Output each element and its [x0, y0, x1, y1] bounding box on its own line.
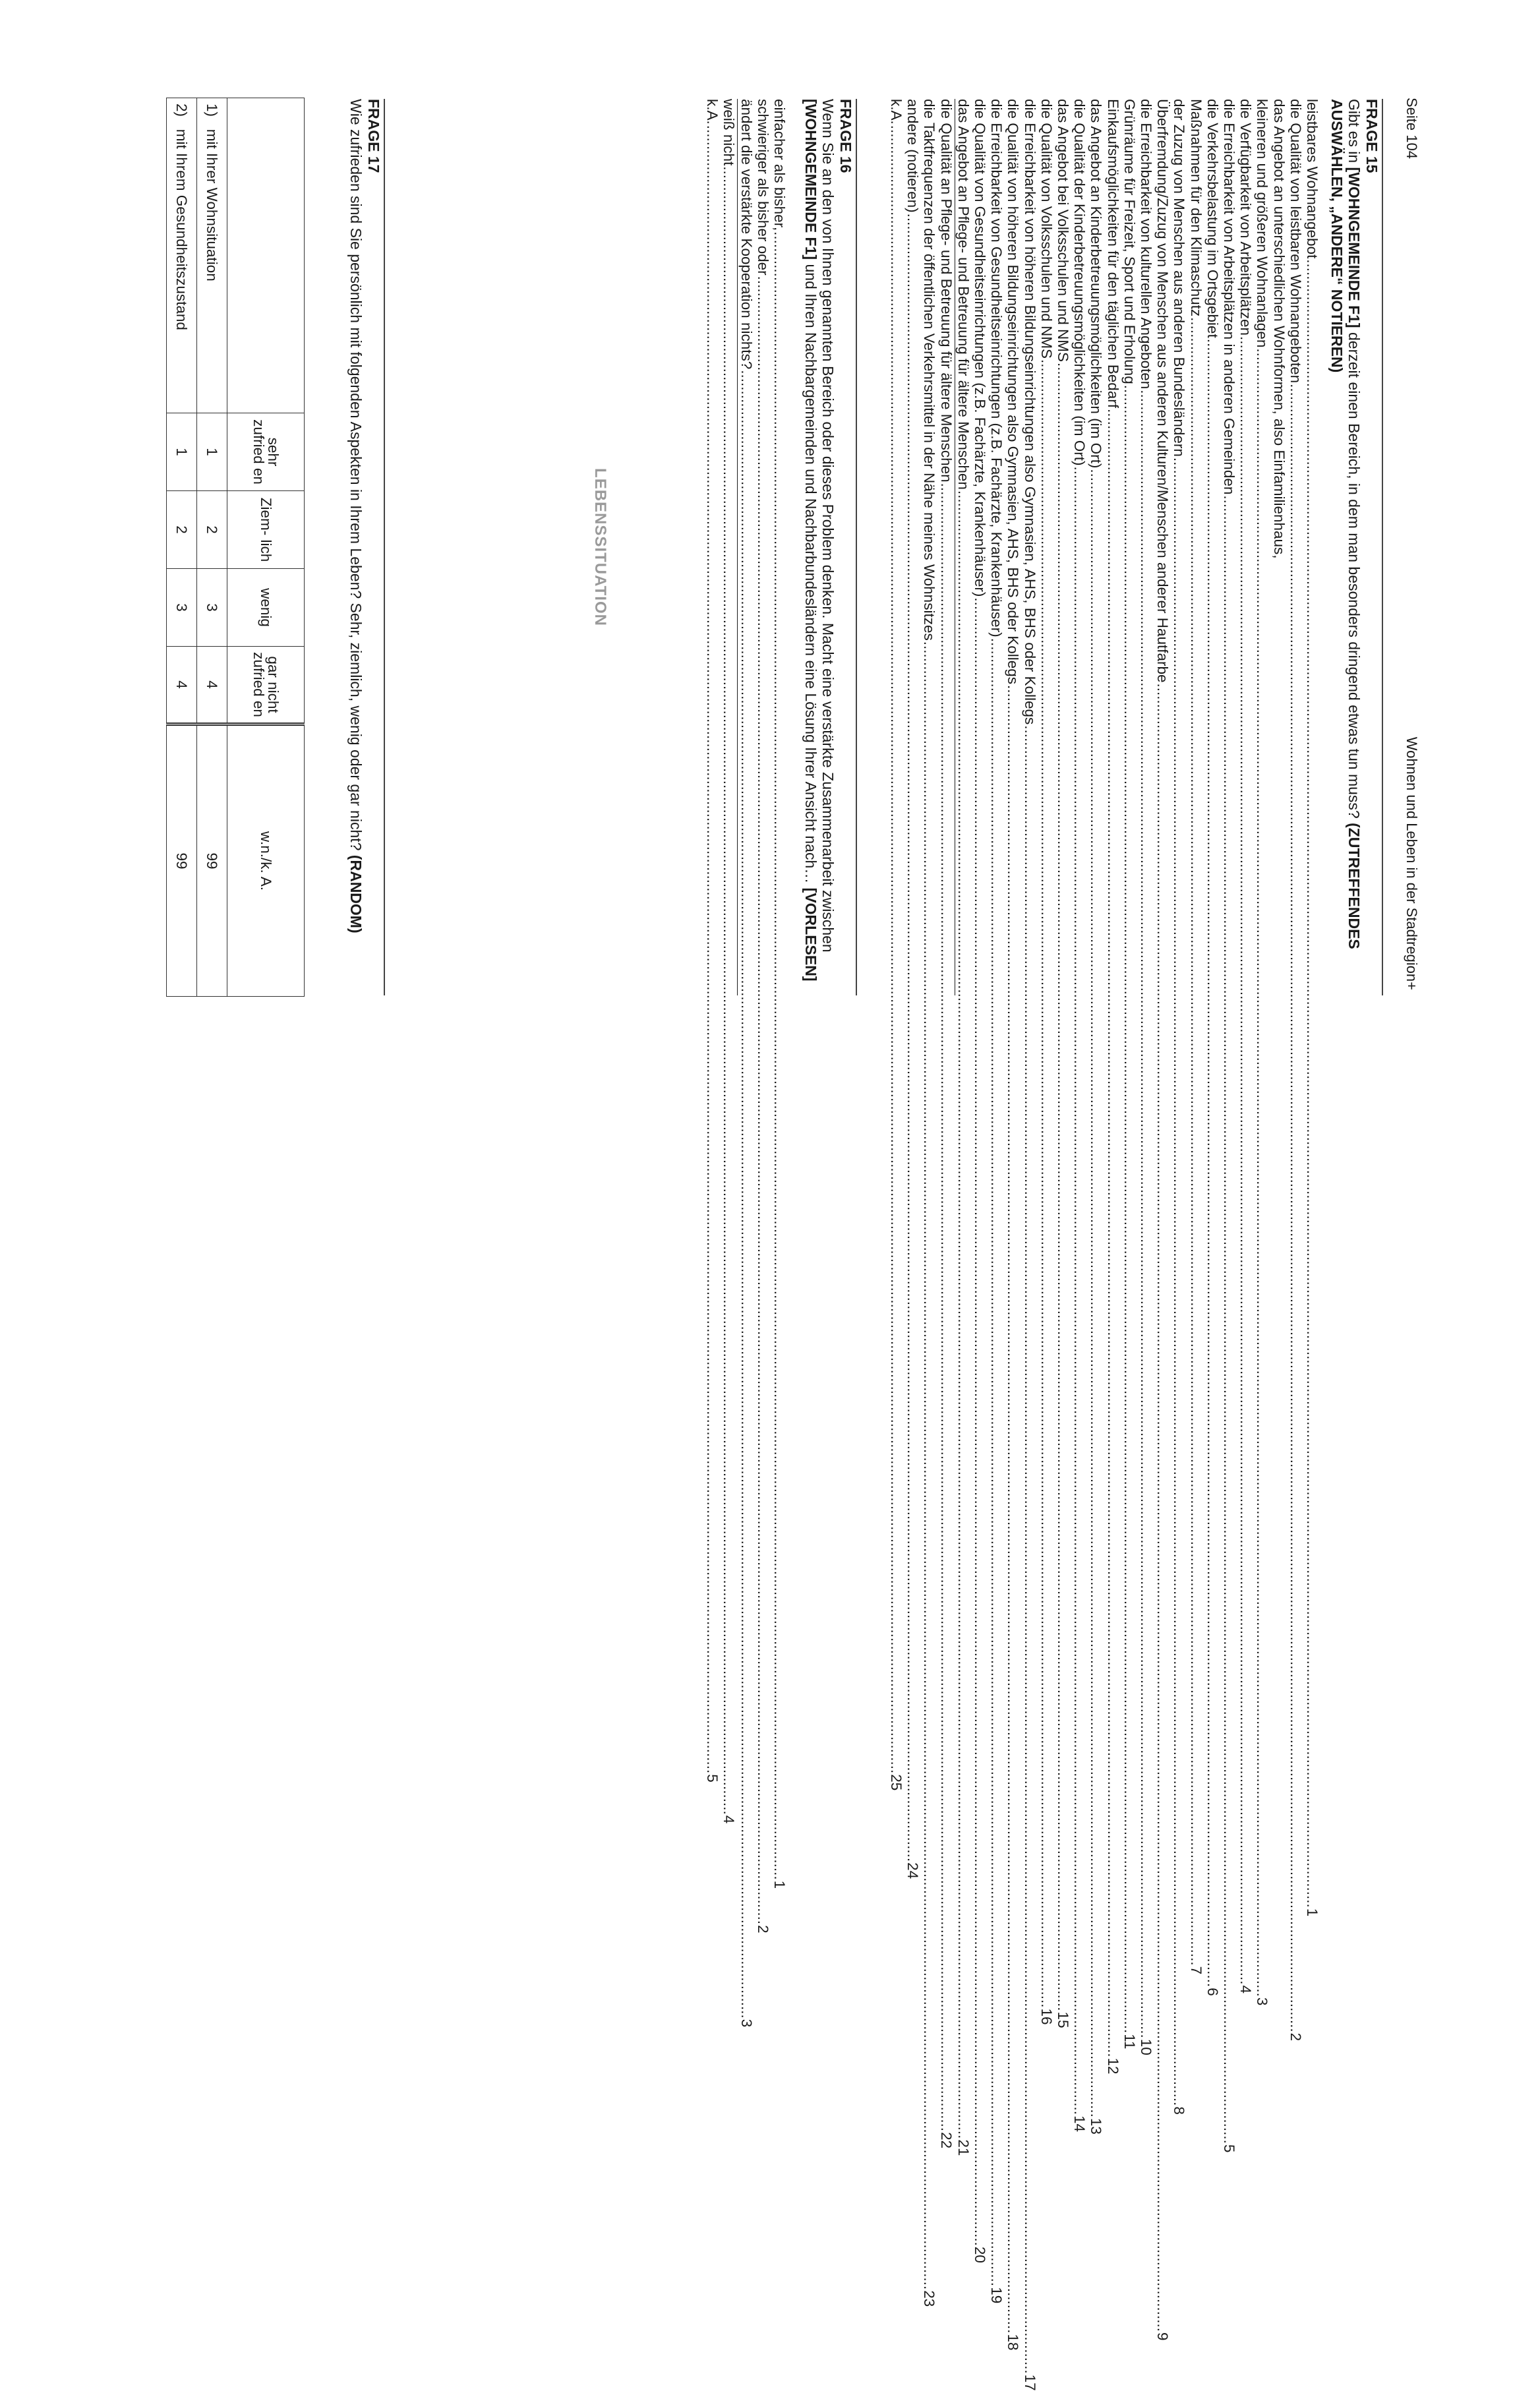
option-label: Grünräume für Freizeit, Sport und Erholung — [1121, 99, 1138, 384]
option-code: 24 — [904, 1862, 922, 1879]
dot-leader: ................................................................................................................................................................................................................................................................................................................................................................................................................ — [988, 637, 1005, 2287]
option-label: die Erreichbarkeit von höheren Bildungseinrichtungen also Gymnasien, AHS, BHS oder Kollegs — [1021, 99, 1038, 725]
question-15 — [887, 99, 1383, 2391]
option-label: das Angebot an unterschiedlichen Wohnformen, also Einfamilienhaus, — [1270, 99, 1288, 559]
option-code: 4 — [1237, 1985, 1255, 1993]
option-code: 14 — [1071, 2115, 1088, 2133]
column-header: w.n./k. A. — [227, 724, 305, 997]
option-code: 22 — [937, 2132, 955, 2149]
option-code: 10 — [1137, 2038, 1154, 2055]
answer-options — [887, 99, 1320, 2391]
option-label: einfacher als bisher, — [771, 99, 788, 231]
answer-option[interactable] — [771, 99, 788, 1889]
option-label: die Qualität von höheren Bildungseinrichtungen also Gymnasien, AHS, BHS oder Kollegs — [1005, 99, 1022, 685]
option-label: ändert die verstärkte Kooperation nichts? — [738, 99, 755, 370]
answer-option[interactable] — [1237, 99, 1255, 1993]
answer-option[interactable] — [1287, 99, 1304, 2042]
question-title: FRAGE 15 — [1363, 99, 1380, 173]
option-label: leistbares Wohnangebot — [1304, 99, 1320, 259]
question-text: Gibt es in [WOHNGEMEINDE F1] derzeit einen Bereich, in dem man besonders dringend etwas tun muss? (ZUTREFFENDES AUSWÄHLEN, „ANDERE“ NOTIEREN) — [1328, 99, 1363, 949]
answer-cell[interactable]: 2 — [197, 491, 227, 569]
dot-leader: ................................................................................................................................................................................................................................................................................................................................................................................................................ — [1171, 457, 1188, 2106]
dot-leader: ................................................................................................................................................................................................................................................................................................................................................................................................................ — [754, 276, 771, 1925]
dot-leader: ................................................................................................................................................................................................................................................................................................................................................................................................................ — [704, 125, 721, 1774]
answer-option[interactable] — [1054, 99, 1071, 2028]
divider — [856, 99, 857, 995]
answer-option[interactable] — [1005, 99, 1022, 2351]
answer-option[interactable] — [1171, 99, 1188, 2115]
answer-cell[interactable]: 3 — [167, 569, 197, 647]
option-code: 8 — [1171, 2106, 1188, 2115]
option-code: 20 — [971, 2246, 988, 2263]
answer-option[interactable] — [1038, 99, 1055, 2025]
option-code: 3 — [738, 2019, 755, 2028]
option-code: 17 — [1021, 2374, 1038, 2391]
option-label: Maßnahmen für den Klimaschutz — [1187, 99, 1204, 317]
dot-leader: ................................................................................................................................................................................................................................................................................................................................................................................................................ — [1154, 683, 1171, 2332]
question-text: Wie zufrieden sind Sie persönlich mit folgenden Aspekten in Ihrem Leben? Sehr, ziemlich, wenig oder gar nicht? (RANDOM) — [347, 99, 365, 933]
option-code: 2 — [1287, 2032, 1304, 2042]
option-code: 15 — [1054, 2011, 1071, 2028]
option-label: die Verkehrsbelastung im Ortsgebiet — [1204, 99, 1221, 338]
option-label: die Qualität an Pflege- und Betreuung für ältere Menschen — [937, 99, 955, 483]
answer-option[interactable] — [1071, 99, 1088, 2133]
option-code: 18 — [1005, 2334, 1022, 2351]
answer-option[interactable] — [955, 99, 972, 2156]
dot-leader: ................................................................................................................................................................................................................................................................................................................................................................................................................ — [1054, 363, 1071, 2011]
dot-leader: ................................................................................................................................................................................................................................................................................................................................................................................................................ — [1071, 466, 1088, 2115]
answer-option[interactable] — [1254, 99, 1271, 2006]
dot-leader: ................................................................................................................................................................................................................................................................................................................................................................................................................ — [1021, 725, 1038, 2374]
answer-option[interactable] — [921, 99, 938, 2307]
divider — [384, 99, 385, 995]
divider — [1382, 99, 1383, 995]
answer-option[interactable] — [704, 99, 721, 1783]
answer-cell[interactable]: 2 — [167, 491, 197, 569]
page-number: Seite 104 — [1404, 98, 1420, 159]
dot-leader: ................................................................................................................................................................................................................................................................................................................................................................................................................ — [971, 597, 988, 2246]
dot-leader: ................................................................................................................................................................................................................................................................................................................................................................................................................ — [1121, 384, 1138, 2034]
answer-cell[interactable]: 1 — [167, 413, 197, 491]
answer-cell[interactable]: 99 — [167, 724, 197, 997]
column-header: gar nicht zufried en — [227, 647, 305, 724]
option-code: 13 — [1088, 2117, 1105, 2135]
row-label: 2) mit Ihrem Gesundheitszustand — [167, 98, 197, 413]
dot-leader: ................................................................................................................................................................................................................................................................................................................................................................................................................ — [1137, 390, 1154, 2038]
answer-cell[interactable]: 99 — [197, 724, 227, 997]
document-title: Wohnen und Leben in der Stadtregion+ — [1404, 736, 1420, 990]
option-code: 5 — [704, 1774, 721, 1783]
option-code: 4 — [721, 1815, 738, 1824]
dot-leader: ................................................................................................................................................................................................................................................................................................................................................................................................................ — [904, 213, 922, 1862]
dot-leader: ................................................................................................................................................................................................................................................................................................................................................................................................................ — [1237, 336, 1255, 1985]
dot-leader: ................................................................................................................................................................................................................................................................................................................................................................................................................ — [1204, 338, 1221, 1988]
section-title: LEBENSSITUATION — [591, 468, 609, 626]
answer-cell[interactable]: 3 — [197, 569, 227, 647]
question-text: Wenn Sie an den von Ihnen genannten Bereich oder dieses Problem denken. Macht eine verstärkte Zusammenarbeit zwischen [WOHNGEMEINDE F1] und Ihren Nachbargemeinden und Nachbarbundesländern eine Lösung Ihrer Ansicht nach… [VORLESEN] — [802, 99, 837, 982]
option-code: 5 — [1220, 2144, 1237, 2153]
row-label: 1) mit Ihrer Wohnsituation — [197, 98, 227, 413]
answer-option[interactable] — [1021, 99, 1038, 2391]
question-title: FRAGE 16 — [837, 99, 854, 173]
option-label: die Erreichbarkeit von Gesundheitseinrichtungen (z.B. Fachärzte, Krankenhäuser) — [988, 99, 1005, 637]
option-code: 1 — [1304, 1908, 1320, 1917]
option-code: 16 — [1038, 2008, 1055, 2025]
column-header: Ziem- lich — [227, 491, 305, 569]
option-label: die Qualität von leistbaren Wohnangeboten — [1287, 99, 1304, 384]
answer-cell[interactable]: 4 — [167, 647, 197, 724]
dot-leader: ................................................................................................................................................................................................................................................................................................................................................................................................................ — [771, 231, 788, 1880]
answer-option[interactable] — [937, 99, 955, 2149]
dot-leader: ................................................................................................................................................................................................................................................................................................................................................................................................................ — [937, 483, 955, 2132]
option-code: 25 — [887, 1774, 904, 1791]
option-label: die Verfügbarkeit von Arbeitsplätzen — [1237, 99, 1255, 336]
option-label: das Angebot bei Volksschulen und NMS — [1054, 99, 1071, 363]
answer-option[interactable] — [1220, 99, 1237, 2153]
dot-leader: ................................................................................................................................................................................................................................................................................................................................................................................................................ — [1287, 384, 1304, 2032]
answer-option[interactable] — [887, 99, 904, 1791]
option-code: 2 — [754, 1925, 771, 1933]
answer-option[interactable] — [1088, 99, 1105, 2135]
table-row — [167, 98, 197, 997]
option-label: kleineren und größeren Wohnanlagen — [1254, 99, 1271, 348]
dot-leader: ................................................................................................................................................................................................................................................................................................................................................................................................................ — [921, 641, 938, 2290]
option-code: 1 — [771, 1880, 788, 1889]
option-label: Einkaufsmöglichkeiten für den täglichen Bedarf — [1104, 99, 1121, 409]
dot-leader: ................................................................................................................................................................................................................................................................................................................................................................................................................ — [1088, 469, 1105, 2117]
answer-cell[interactable]: 1 — [197, 413, 227, 491]
dot-leader: ................................................................................................................................................................................................................................................................................................................................................................................................................ — [1005, 685, 1022, 2334]
option-label: das Angebot an Pflege- und Betreuung für ältere Menschen — [955, 99, 972, 490]
option-label: andere (notieren) — [904, 99, 922, 213]
answer-option[interactable] — [1187, 99, 1204, 1975]
answer-option[interactable] — [988, 99, 1005, 2304]
question-17 — [347, 99, 385, 995]
table-row — [197, 98, 227, 997]
option-label: die Erreichbarkeit von kulturellen Angeboten — [1137, 99, 1154, 390]
dot-leader: ................................................................................................................................................................................................................................................................................................................................................................................................................ — [1104, 409, 1121, 2057]
answer-option[interactable] — [721, 99, 738, 1824]
table-header-cell — [227, 98, 305, 413]
option-label: die Qualität von Volksschulen und NMS — [1038, 99, 1055, 359]
answer-option[interactable] — [1204, 99, 1221, 1996]
option-code: 12 — [1104, 2057, 1121, 2075]
option-label: die Erreichbarkeit von Arbeitsplätzen in anderen Gemeinden — [1220, 99, 1237, 495]
option-code: 11 — [1121, 2034, 1138, 2050]
dot-leader: ................................................................................................................................................................................................................................................................................................................................................................................................................ — [1254, 348, 1271, 1997]
option-code: 7 — [1187, 1966, 1204, 1975]
dot-leader: ................................................................................................................................................................................................................................................................................................................................................................................................................ — [955, 490, 972, 2139]
option-code: 19 — [988, 2287, 1005, 2304]
option-label: k.A. — [704, 99, 721, 125]
answer-option[interactable] — [737, 99, 755, 2028]
option-label: Überfremdung/Zuzug von Menschen aus anderen Kulturen/Menschen anderer Hautfarbe — [1154, 99, 1171, 683]
answer-option[interactable] — [754, 99, 771, 1933]
option-label: die Qualität der Kinderbetreuungsmöglichkeiten (im Ort) — [1071, 99, 1088, 466]
dot-leader: ................................................................................................................................................................................................................................................................................................................................................................................................................ — [1220, 495, 1237, 2144]
column-header: wenig — [227, 569, 305, 647]
dot-leader: ................................................................................................................................................................................................................................................................................................................................................................................................................ — [1187, 317, 1204, 1966]
question-16 — [704, 99, 857, 2028]
option-code: 9 — [1154, 2332, 1171, 2341]
question-title: FRAGE 17 — [365, 99, 382, 173]
dot-leader: ................................................................................................................................................................................................................................................................................................................................................................................................................ — [738, 370, 755, 2019]
dot-leader: ................................................................................................................................................................................................................................................................................................................................................................................................................ — [721, 166, 738, 1815]
option-label: k.A. — [887, 99, 904, 125]
answer-option[interactable] — [1121, 99, 1138, 2050]
column-header: sehr zufried en — [227, 413, 305, 491]
answer-option[interactable] — [1154, 99, 1171, 2341]
dot-leader: ................................................................................................................................................................................................................................................................................................................................................................................................................ — [1304, 259, 1320, 1908]
option-code: 3 — [1254, 1997, 1271, 2006]
answer-options — [704, 99, 788, 2028]
dot-leader: ................................................................................................................................................................................................................................................................................................................................................................................................................ — [887, 125, 904, 1774]
option-label: der Zuzug von Menschen aus anderen Bundesländern — [1171, 99, 1188, 457]
option-label: das Angebot an Kinderbetreuungsmöglichkeiten (im Ort) — [1088, 99, 1105, 469]
answer-cell[interactable]: 4 — [197, 647, 227, 724]
option-label: weiß nicht — [721, 99, 738, 166]
satisfaction-table — [166, 98, 305, 997]
option-label: schwieriger als bisher oder — [754, 99, 771, 276]
answer-option[interactable] — [1137, 99, 1154, 2055]
answer-option[interactable] — [1304, 99, 1320, 1917]
page-header — [1391, 98, 1428, 990]
option-code: 6 — [1204, 1988, 1221, 1996]
answer-option[interactable] — [1104, 99, 1121, 2075]
dot-leader: ................................................................................................................................................................................................................................................................................................................................................................................................................ — [1038, 359, 1055, 2008]
answer-option[interactable] — [1270, 99, 1287, 995]
answer-option[interactable] — [904, 99, 922, 1879]
option-code: 23 — [921, 2290, 938, 2307]
option-label: die Qualität von Gesundheitseinrichtungen (z.B. Fachärzte, Krankenhäuser) — [971, 99, 988, 597]
option-label: die Taktfrequenzen der öffentlichen Verkehrsmittel in der Nähe meines Wohnsitzes — [921, 99, 938, 641]
table-header-row — [227, 98, 305, 997]
option-code: 21 — [955, 2139, 972, 2156]
answer-option[interactable] — [971, 99, 988, 2263]
